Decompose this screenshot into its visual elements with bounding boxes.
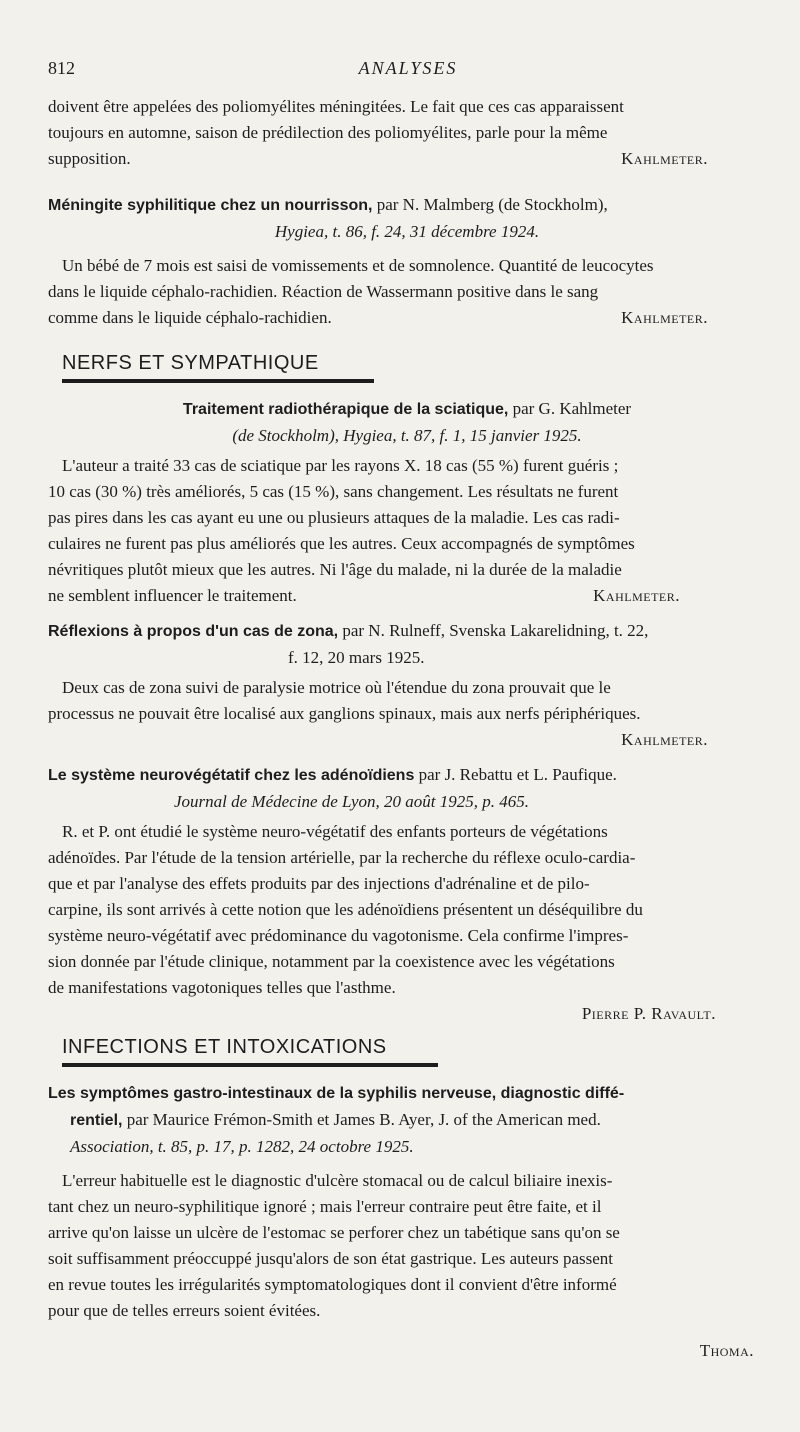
article-zona <box>48 618 766 753</box>
signature: Kahlmeter. <box>621 308 708 327</box>
article-title-bold: Méningite syphilitique chez un nourrisson, <box>48 197 373 214</box>
text-line: arrive qu'on laisse un ulcère de l'estomac se perforer chez un tabétique sans qu'on se <box>48 1223 620 1242</box>
text-line: culaires ne furent pas plus améliorés que les autres. Ceux accompagnés de symptômes <box>48 534 635 553</box>
article-authors: par J. Rebattu et L. Paufique. <box>414 765 617 784</box>
article-authors: par Maurice Frémon-Smith et James B. Ayer, J. of the American med. <box>122 1110 601 1129</box>
signature: Kahlmeter. <box>593 586 680 605</box>
article-neurovegetatif <box>48 762 766 1027</box>
text-line: que et par l'analyse des effets produits par des injections d'adrénaline et de pilo- <box>48 874 590 893</box>
text-line: tant chez un neuro-syphilitique ignoré ; mais l'erreur contraire peut être faite, et il <box>48 1197 602 1216</box>
article-title-bold: Le système neurovégétatif chez les adénoïdiens <box>48 767 415 784</box>
section-rule <box>62 379 374 383</box>
article-meningite <box>48 192 766 331</box>
text-line: Un bébé de 7 mois est saisi de vomissements et de somnolence. Quantité de leucocytes <box>62 256 654 275</box>
text-line: pour que de telles erreurs soient évitées. <box>48 1301 321 1320</box>
article-title-bold: Les symptômes gastro-intestinaux de la syphilis nerveuse, diagnostic diffé- <box>48 1085 625 1102</box>
text-line: processus ne pouvait être localisé aux ganglions spinaux, mais aux nerfs périphériques. <box>48 704 641 723</box>
section-title: INFECTIONS ET INTOXICATIONS <box>62 1036 387 1058</box>
article-source: Hygiea, t. 86, f. 24, 31 décembre 1924. <box>274 222 540 241</box>
article-title <box>48 396 766 423</box>
running-title: ANALYSES <box>358 58 458 78</box>
article-title-bold: rentiel, <box>70 1112 123 1129</box>
signature: Thoma. <box>699 1341 754 1360</box>
text-line: L'erreur habituelle est le diagnostic d'ulcère stomacal ou de calcul biliaire inexis- <box>62 1171 613 1190</box>
article-title <box>48 1080 766 1107</box>
text-line: pas pires dans les cas ayant eu une ou plusieurs attaques de la maladie. Les cas radi- <box>48 508 620 527</box>
article-title <box>48 618 766 645</box>
page-number: 812 <box>48 58 75 78</box>
text-line <box>48 305 766 331</box>
article-title-bold: Traitement radiothérapique de la sciatique, <box>182 401 509 418</box>
text-line <box>48 146 766 172</box>
page-header <box>48 58 768 82</box>
signature: Kahlmeter. <box>621 149 708 168</box>
article-title <box>48 192 766 219</box>
text-fragment: supposition. <box>48 149 131 168</box>
signature: Pierre P. Ravault. <box>581 1004 716 1023</box>
text-line: Deux cas de zona suivi de paralysie motrice où l'étendue du zona prouvait que le <box>62 678 611 697</box>
text-line: système neuro-végétatif avec prédominance du vagotonisme. Cela confirme l'impres- <box>48 926 629 945</box>
article-title-continued <box>48 1107 766 1134</box>
intro-paragraph <box>48 94 766 172</box>
article-gastro <box>48 1080 766 1364</box>
text-line: carpine, ils sont arrivés à cette notion que les adénoïdiens présentent un déséquilibre du <box>48 900 643 919</box>
text-fragment: comme dans le liquide céphalo-rachidien. <box>48 308 332 327</box>
article-source: (de Stockholm), Hygiea, t. 87, f. 1, 15 janvier 1925. <box>232 426 582 445</box>
section-heading-nerfs <box>62 352 374 383</box>
section-heading-infections <box>62 1036 438 1067</box>
text-line: névritiques plutôt mieux que les autres. Ni l'âge du malade, ni la durée de la maladie <box>48 560 622 579</box>
text-line: adénoïdes. Par l'étude de la tension artérielle, par la recherche du réflexe oculo-cardia- <box>48 848 636 867</box>
article-source: f. 12, 20 mars 1925. <box>288 648 425 667</box>
article-sciatique <box>48 396 766 609</box>
text-line: R. et P. ont étudié le système neuro-végétatif des enfants porteurs de végétations <box>62 822 608 841</box>
text-line: en revue toutes les irrégularités symptomatologiques dont il convient d'être informé <box>48 1275 617 1294</box>
text-line: soit suffisamment préoccuppé jusqu'alors de son état gastrique. Les auteurs passent <box>48 1249 614 1268</box>
article-authors: par N. Rulneff, Svenska Lakarelidning, t. 22, <box>338 621 649 640</box>
text-line: doivent être appelées des poliomyélites méningitées. Le fait que ces cas apparaissent <box>48 97 624 116</box>
article-source: Association, t. 85, p. 17, p. 1282, 24 octobre 1925. <box>70 1137 414 1156</box>
article-authors: par G. Kahlmeter <box>508 399 632 418</box>
text-line: L'auteur a traité 33 cas de sciatique par les rayons X. 18 cas (55 %) furent guéris ; <box>62 456 619 475</box>
article-authors: par N. Malmberg (de Stockholm), <box>372 195 608 214</box>
text-line <box>48 583 766 609</box>
article-title-bold: Réflexions à propos d'un cas de zona, <box>48 623 339 640</box>
article-title <box>48 762 766 789</box>
article-source: Journal de Médecine de Lyon, 20 août 1925, p. 465. <box>174 792 530 811</box>
text-fragment: ne semblent influencer le traitement. <box>48 586 297 605</box>
signature: Kahlmeter. <box>621 730 708 749</box>
section-rule <box>62 1063 438 1067</box>
text-line: de manifestations vagotoniques telles que l'asthme. <box>48 978 396 997</box>
text-line: toujours en automne, saison de prédilection des poliomyélites, parle pour la même <box>48 123 608 142</box>
text-line: dans le liquide céphalo-rachidien. Réaction de Wassermann positive dans le sang <box>48 282 599 301</box>
text-line: 10 cas (30 %) très améliorés, 5 cas (15 %), sans changement. Les résultats ne furent <box>48 482 619 501</box>
text-line: sion donnée par l'étude clinique, notamment par la coexistence avec les végétations <box>48 952 615 971</box>
section-title: NERFS ET SYMPATHIQUE <box>62 352 319 374</box>
